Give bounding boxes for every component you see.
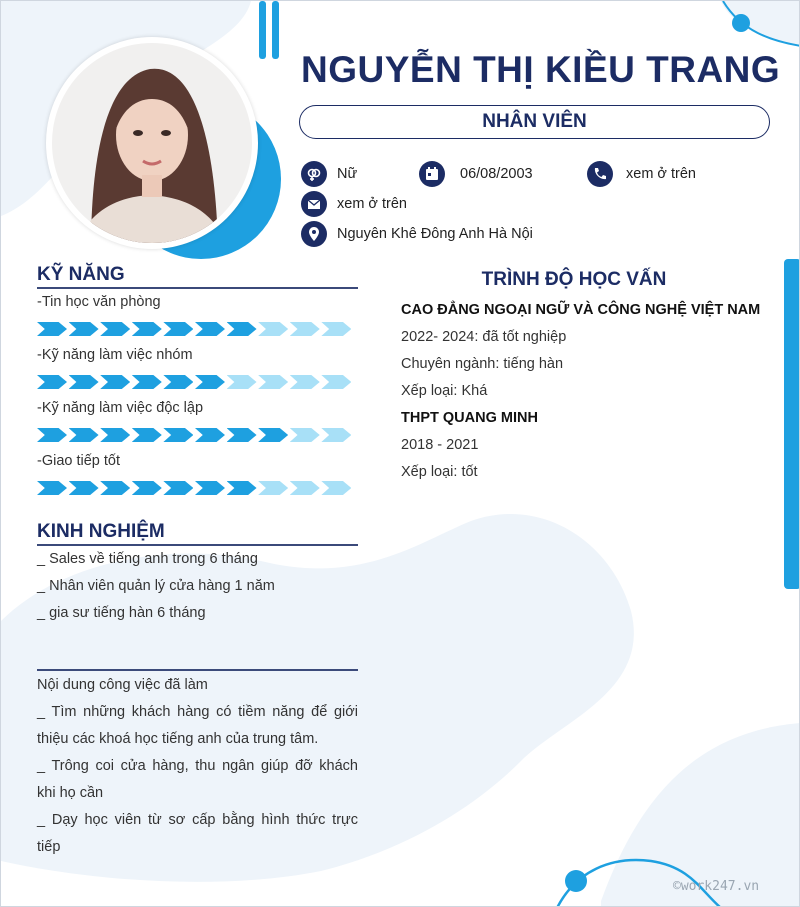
skill-chevron-filled	[132, 481, 162, 495]
birthdate-value: 06/08/2003	[460, 166, 533, 182]
skill-rating	[37, 322, 353, 336]
skill-chevron-filled	[195, 481, 225, 495]
school-period: 2018 - 2021	[401, 437, 479, 453]
work-line: _ Tìm những khách hàng có tiềm năng để giới	[37, 704, 358, 720]
skill-chevron-empty	[258, 375, 288, 389]
skill-chevron-filled	[37, 375, 67, 389]
skill-chevron-filled	[163, 322, 193, 336]
school-major: Chuyên ngành: tiếng hàn	[401, 356, 564, 372]
skill-chevron-filled	[100, 481, 130, 495]
work-line: thiệu các khoá học tiếng anh của trung tâm.	[37, 731, 319, 747]
skill-rating	[37, 375, 353, 389]
mail-icon	[301, 191, 327, 217]
school-rank: Xếp loại: Khá	[401, 383, 488, 399]
skill-chevron-filled	[163, 428, 193, 442]
skill-name: -Kỹ năng làm việc độc lập	[37, 400, 204, 416]
skill-chevron-filled	[195, 428, 225, 442]
skill-chevron-filled	[163, 481, 193, 495]
work-heading: Nội dung công việc đã làm	[37, 677, 208, 693]
skill-chevron-empty	[258, 481, 288, 495]
skill-chevron-filled	[227, 322, 257, 336]
profile-photo	[46, 37, 258, 249]
phone-icon	[587, 161, 613, 187]
skill-chevron-filled	[100, 322, 130, 336]
skill-chevron-empty	[258, 322, 288, 336]
skill-chevron-empty	[290, 428, 320, 442]
address-value: Nguyên Khê Đông Anh Hà Nội	[337, 226, 533, 242]
experience-item: _ Nhân viên quản lý cửa hàng 1 năm	[37, 578, 275, 594]
skill-chevron-empty	[321, 481, 351, 495]
skills-divider	[37, 287, 358, 289]
skills-title: KỸ NĂNG	[37, 264, 125, 285]
skill-chevron-empty	[321, 428, 351, 442]
skill-rating	[37, 481, 353, 495]
skill-chevron-filled	[37, 481, 67, 495]
skill-chevron-filled	[227, 428, 257, 442]
skill-chevron-filled	[195, 375, 225, 389]
school-name: THPT QUANG MINH	[401, 410, 538, 426]
phone-value: xem ở trên	[626, 166, 696, 182]
full-name: NGUYỄN THỊ KIỀU TRANG	[301, 49, 781, 90]
skill-chevron-empty	[290, 322, 320, 336]
portrait-photo-icon	[46, 37, 258, 249]
gender-value: Nữ	[337, 166, 358, 182]
skill-chevron-empty	[321, 375, 351, 389]
skill-chevron-filled	[132, 322, 162, 336]
skill-chevron-filled	[132, 428, 162, 442]
experience-item: _ Sales về tiếng anh trong 6 tháng	[37, 551, 258, 567]
school-rank: Xếp loại: tốt	[401, 464, 478, 480]
education-title: TRÌNH ĐỘ HỌC VẤN	[481, 269, 667, 290]
calendar-icon	[419, 161, 445, 187]
watermark: ©work247.vn	[673, 879, 760, 894]
skill-chevron-empty	[321, 322, 351, 336]
skill-chevron-empty	[290, 481, 320, 495]
skill-chevron-filled	[195, 322, 225, 336]
skill-chevron-filled	[69, 481, 99, 495]
skill-chevron-empty	[227, 375, 257, 389]
gender-icon	[301, 161, 327, 187]
location-icon	[301, 221, 327, 247]
skill-rating	[37, 428, 353, 442]
work-line: tiếp	[37, 839, 61, 855]
skill-chevron-filled	[37, 428, 67, 442]
school-name: CAO ĐẲNG NGOẠI NGỮ VÀ CÔNG NGHỆ VIỆT NAM	[401, 302, 761, 318]
skill-chevron-filled	[132, 375, 162, 389]
work-divider	[37, 669, 358, 671]
skill-name: -Kỹ năng làm việc nhóm	[37, 347, 193, 363]
job-position: NHÂN VIÊN	[299, 105, 770, 139]
experience-divider	[37, 544, 358, 546]
email-value: xem ở trên	[337, 196, 407, 212]
skill-chevron-filled	[258, 428, 288, 442]
experience-title: KINH NGHIỆM	[37, 521, 165, 542]
skill-name: -Giao tiếp tốt	[37, 453, 121, 469]
work-line: _ Dạy học viên từ sơ cấp bằng hình thức trực	[37, 812, 358, 828]
skill-chevron-filled	[69, 375, 99, 389]
skill-chevron-filled	[100, 375, 130, 389]
experience-item: _ gia sư tiếng hàn 6 tháng	[37, 605, 206, 621]
skill-chevron-filled	[37, 322, 67, 336]
work-line: khi họ cần	[37, 785, 104, 801]
skill-chevron-filled	[69, 322, 99, 336]
skill-chevron-filled	[163, 375, 193, 389]
work-line: _ Trông coi cửa hàng, thu ngân giúp đỡ khách	[37, 758, 358, 774]
skill-name: -Tin học văn phòng	[37, 294, 161, 310]
skill-chevron-filled	[100, 428, 130, 442]
school-period: 2022- 2024: đã tốt nghiệp	[401, 329, 567, 345]
skill-chevron-filled	[227, 481, 257, 495]
skill-chevron-filled	[69, 428, 99, 442]
skill-chevron-empty	[290, 375, 320, 389]
